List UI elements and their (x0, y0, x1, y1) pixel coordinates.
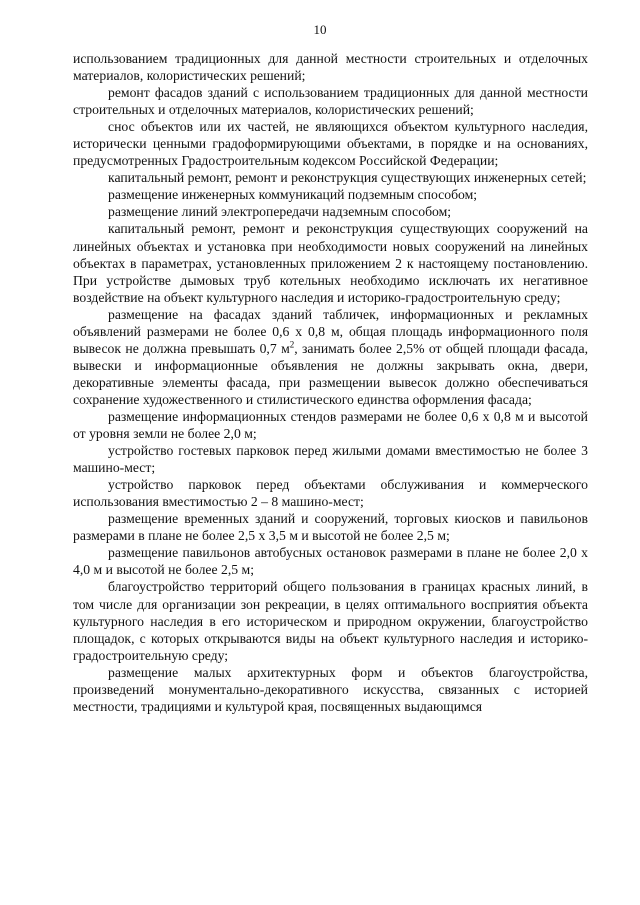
paragraph-guest-parking: устройство гостевых парковок перед жилыми домами вместимостью не более 3 машино-мест; (73, 443, 588, 476)
paragraph-signage-text-2: , занимать более 2,5% от общей площади фасада, вывески и информационные объявления не должны закрывать окна, двери, декоративные элементы фасада, при размещении вывесок должно обеспечиваться сохранение художественного и стилистического единства оформления фасада; (73, 340, 588, 407)
page-number: 10 (313, 22, 327, 37)
paragraph-signage (73, 306, 588, 408)
paragraph-continuation: использованием традиционных для данной местности строительных и отделочных материалов, колористических решений; (73, 51, 588, 84)
paragraph-linear-structures: капитальный ремонт, ремонт и реконструкция существующих сооружений на линейных объектах и установка при необходимости новых сооружений на линейных объектах в параметрах, установленных приложением 2 к настоящему постановлению. При устройстве дымовых труб котельных необходимо исключать их негативное воздействие на объект культурного наследия и историко-градостроительную среду; (73, 221, 588, 305)
paragraph-facade-repair: ремонт фасадов зданий с использованием традиционных для данной местности строительных и отделочных материалов, колористических решений; (73, 85, 588, 118)
paragraph-public-landscaping: благоустройство территорий общего пользования в границах красных линий, в том числе для организации зон рекреации, в целях оптимального восприятия объекта культурного наследия в его историческом и природном окружении, благоустройство площадок, с которых открываются виды на объект культурного наследия и историко-градостроительную среду; (73, 579, 588, 663)
paragraph-power-lines: размещение линий электропередачи надземным способом; (108, 204, 452, 220)
paragraph-demolition: снос объектов или их частей, не являющихся объектом культурного наследия, исторически ценными градоформирующими объектами, в порядке и на основаниях, предусмотренных Градостроительным кодексом Российской Федерации; (73, 119, 588, 169)
paragraph-info-stands: размещение информационных стендов размерами не более 0,6 х 0,8 м и высотой от уровня земли не более 2,0 м; (73, 408, 588, 442)
paragraph-commercial-parking: устройство парковок перед объектами обслуживания и коммерческого использования вместимостью 2 – 8 машино-мест; (73, 477, 588, 510)
paragraph-bus-stops: размещение павильонов автобусных остановок размерами в плане не более 2,0 х 4,0 м и высотой не более 2,5 м; (73, 545, 588, 578)
paragraph-signage-text-1: размещение на фасадах зданий табличек, информационных и рекламных объявлений размерами не более 0,6 х 0,8 м, общая площадь информационного поля вывесок не должна превышать 0,7 м (73, 306, 588, 356)
paragraph-signage-superscript: 2 (289, 339, 295, 350)
paragraph-temporary-buildings: размещение временных зданий и сооружений, торговых киосков и павильонов размерами в плане не более 2,5 х 3,5 м и высотой не более 2,5 м; (73, 511, 588, 544)
document-body (73, 50, 588, 715)
paragraph-underground-utilities: размещение инженерных коммуникаций подземным способом; (108, 187, 478, 203)
paragraph-small-architectural-forms: размещение малых архитектурных форм и объектов благоустройства, произведений монументально-декоративного искусства, связанных с историей местности, традициями и культурой края, посвященных выдающимся (73, 664, 588, 714)
paragraph-engineering-networks: капитальный ремонт, ремонт и реконструкция существующих инженерных сетей; (108, 170, 587, 186)
